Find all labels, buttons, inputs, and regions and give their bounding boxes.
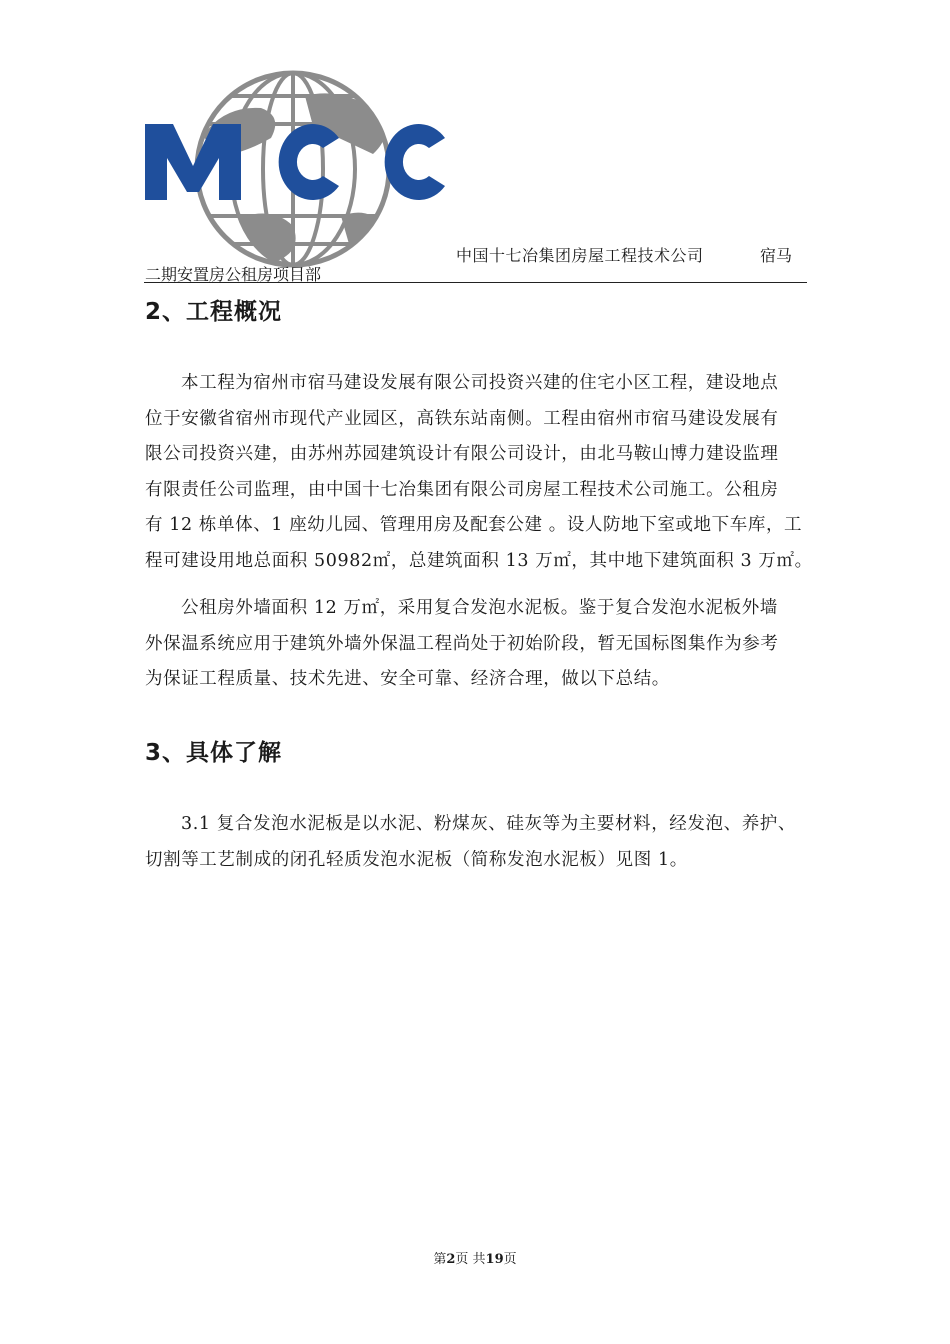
footer-total-pages: 19: [485, 1252, 504, 1267]
text-line: 切割等工艺制成的闭孔轻质发泡水泥板（简称发泡水泥板）见图 1。: [145, 849, 688, 870]
mcc-logo: [143, 66, 447, 272]
section-heading-overview: 2、工程概况: [145, 299, 283, 325]
footer-suffix: 页: [503, 1252, 517, 1267]
header-project: 二期安置房公租房项目部: [145, 265, 322, 284]
paragraph-overview-2: [145, 591, 807, 698]
text-line: 为保证工程质量、技术先进、安全可靠、经济合理，做以下总结。: [145, 669, 670, 689]
mcc-letters: [145, 124, 445, 200]
text-line: 限公司投资兴建，由苏州苏园建筑设计有限公司设计，由北马鞍山博力建设监理: [145, 444, 779, 464]
header-divider: [144, 282, 807, 283]
text-line: 本工程为宿州市宿马建设发展有限公司投资兴建的住宅小区工程，建设地点: [181, 373, 779, 393]
text-line: 外保温系统应用于建筑外墙外保温工程尚处于初始阶段，暂无国标图集作为参考: [145, 633, 779, 654]
text-line: 有 12 栋单体、1 座幼儿园、管理用房及配套公建 。设人防地下室或地下车库，工: [145, 515, 803, 535]
page-footer: [0, 1248, 950, 1267]
text-line: 位于安徽省宿州市现代产业园区，高铁东站南侧。工程由宿州市宿马建设发展有: [145, 408, 779, 429]
footer-middle: 页 共: [455, 1252, 486, 1267]
paragraph-details-1: [145, 807, 807, 878]
footer-page-number: 2: [446, 1252, 456, 1267]
text-line: 公租房外墙面积 12 万㎡，采用复合发泡水泥板。鉴于复合发泡水泥板外墙: [181, 598, 778, 618]
paragraph-overview-1: [145, 366, 813, 579]
footer-prefix: 第: [433, 1252, 447, 1267]
section-heading-details: 3、具体了解: [145, 740, 283, 766]
text-line: 有限责任公司监理，由中国十七冶集团有限公司房屋工程技术公司施工。公租房: [145, 479, 779, 500]
text-line: 3.1 复合发泡水泥板是以水泥、粉煤灰、硅灰等为主要材料，经发泡、养护、: [181, 814, 796, 834]
text-line: 程可建设用地总面积 50982㎡，总建筑面积 13 万㎡，其中地下建筑面积 3 万㎡。: [145, 550, 813, 571]
header-company: 中国十七冶集团房屋工程技术公司: [456, 246, 704, 265]
header-suma: 宿马: [760, 246, 793, 265]
